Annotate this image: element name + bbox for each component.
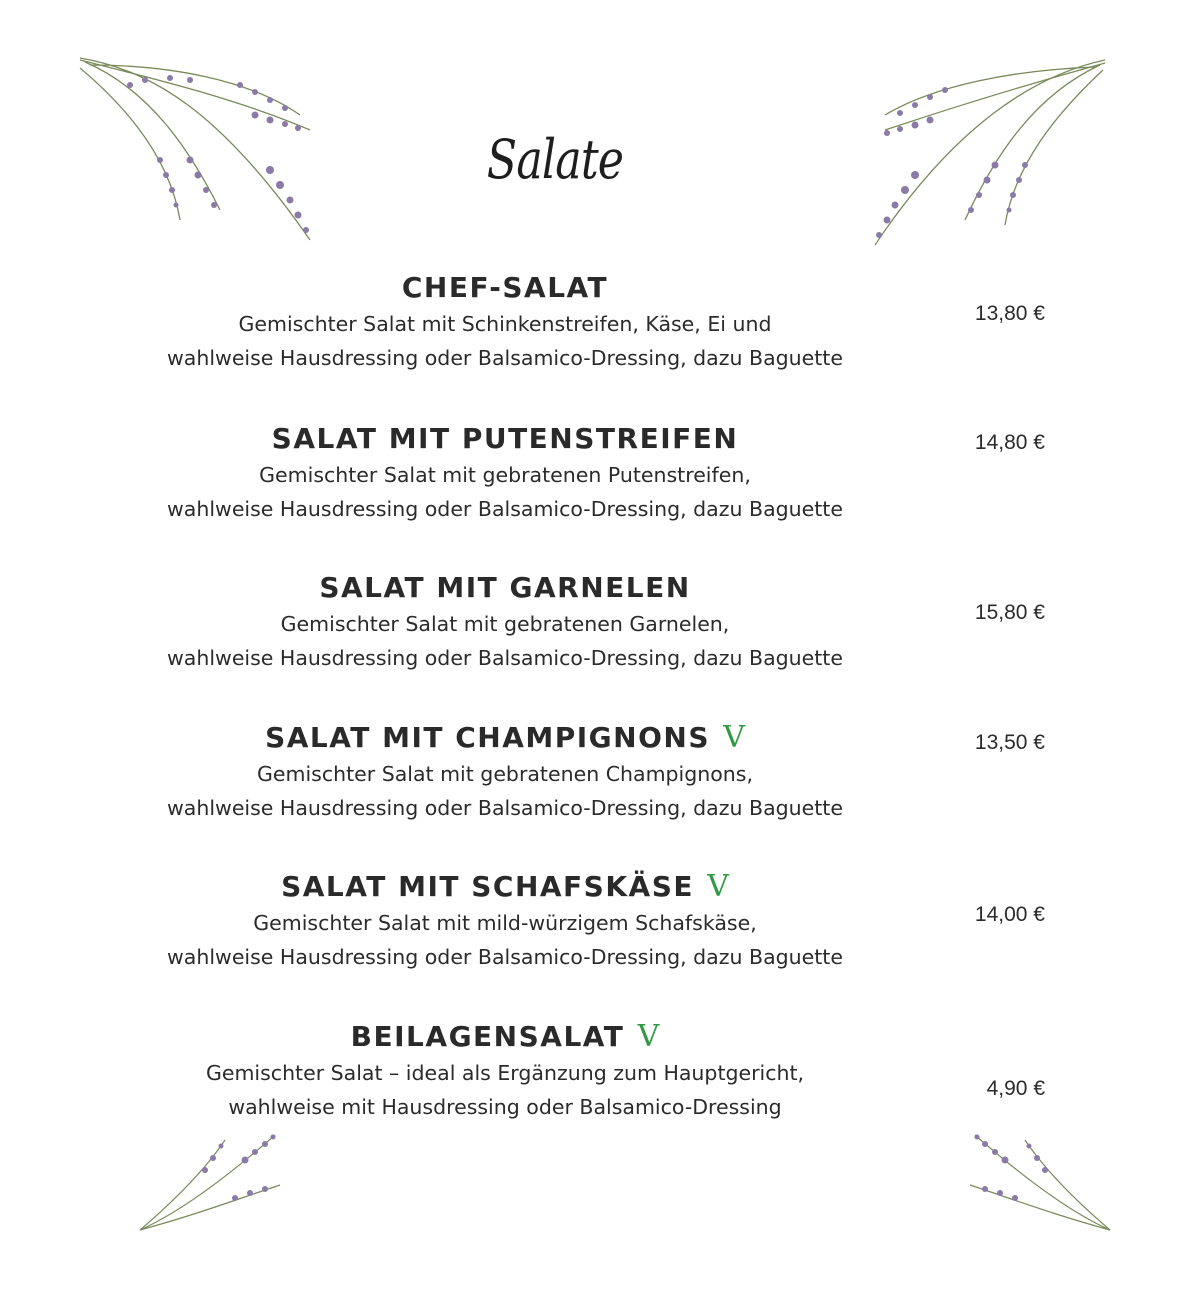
menu-item: [120, 870, 890, 974]
item-name: SALAT MIT CHAMPIGNONS V: [265, 720, 745, 755]
menu-item: [120, 1020, 890, 1124]
lavender-top-right-icon: [855, 55, 1115, 250]
item-price: 14,00 €: [974, 903, 1045, 926]
menu-item: [120, 571, 890, 675]
vegetarian-badge: V: [707, 869, 729, 904]
item-name: BEILAGENSALAT V: [350, 1019, 660, 1054]
lavender-bottom-right-icon: [965, 1130, 1115, 1235]
item-name: SALAT MIT SCHAFSKÄSE V: [281, 869, 729, 904]
item-description: Gemischter Salat mit Schinkenstreifen, Käse, Ei und wahlweise Hausdressing oder Balsamico-Dressing, dazu Baguette: [167, 312, 843, 370]
item-description: Gemischter Salat mit mild-würzigem Schafskäse, wahlweise Hausdressing oder Balsamico-Dressing, dazu Baguette: [167, 911, 843, 969]
item-description: Gemischter Salat – ideal als Ergänzung zum Hauptgericht, wahlweise mit Hausdressing oder Balsamico-Dressing: [205, 1061, 805, 1119]
lavender-bottom-left-icon: [135, 1130, 285, 1235]
item-name: CHEF-SALAT: [401, 271, 609, 304]
menu-item: [120, 271, 890, 375]
item-price: 14,80 €: [974, 431, 1045, 454]
menu-item: [120, 422, 890, 526]
item-name: SALAT MIT PUTENSTREIFEN: [271, 422, 739, 455]
item-description: Gemischter Salat mit gebratenen Champignons, wahlweise Hausdressing oder Balsamico-Dressing, dazu Baguette: [167, 762, 843, 820]
item-price: 13,50 €: [974, 731, 1045, 754]
menu-item: [120, 721, 890, 825]
item-price: 13,80 €: [974, 302, 1045, 325]
vegetarian-badge: V: [637, 1019, 660, 1054]
page-title: Salate: [486, 128, 624, 191]
item-price: 15,80 €: [974, 601, 1045, 624]
item-description: Gemischter Salat mit gebratenen Putenstreifen, wahlweise Hausdressing oder Balsamico-Dressing, dazu Baguette: [167, 463, 843, 521]
lavender-top-left-icon: [70, 50, 340, 250]
item-price: 4,90 €: [986, 1077, 1045, 1100]
item-name: SALAT MIT GARNELEN: [319, 571, 691, 604]
item-description: Gemischter Salat mit gebratenen Garnelen, wahlweise Hausdressing oder Balsamico-Dressing, dazu Baguette: [167, 612, 843, 670]
vegetarian-badge: V: [723, 720, 745, 755]
